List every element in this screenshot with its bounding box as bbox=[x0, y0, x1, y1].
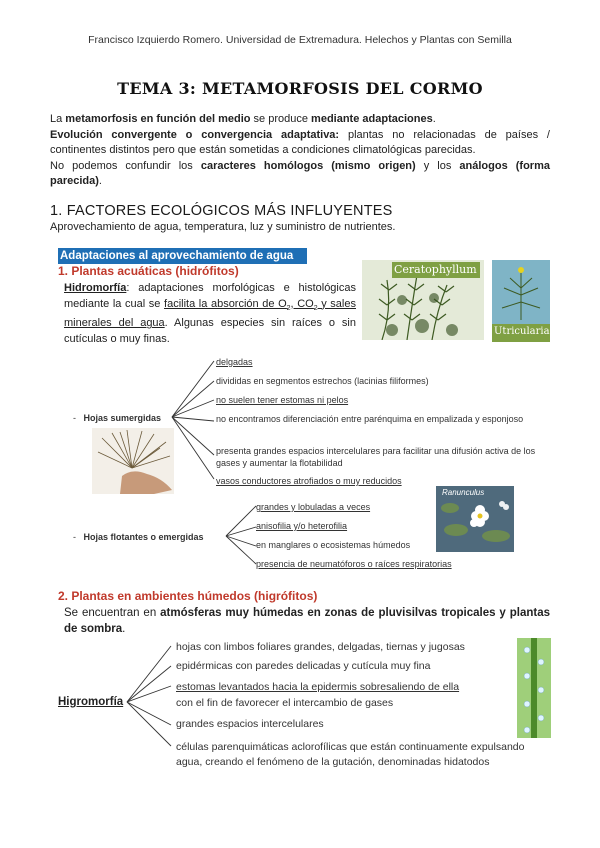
submerged-item-1: delgadas bbox=[216, 357, 253, 367]
floating-item-3: en manglares o ecosistemas húmedos bbox=[256, 540, 411, 550]
hydrophytes-heading: 1. Plantas acuáticas (hidrófitos) bbox=[58, 264, 239, 278]
floating-item-4: presencia de neumatóforos o raíces respiratorias bbox=[256, 559, 452, 569]
page-title: TEMA 3: METAMORFOSIS DEL CORMO bbox=[117, 79, 483, 98]
floating-item-1: grandes y lobuladas a veces bbox=[256, 502, 371, 512]
hygrophytes-paragraph: Se encuentran en atmósferas muy húmedas en zonas de pluvisilvas tropicales y plantas de sombra. bbox=[64, 607, 550, 635]
section-heading-1: 1. FACTORES ECOLÓGICOS MÁS INFLUYENTES bbox=[50, 203, 393, 219]
utricularia-label: Utricularia bbox=[494, 326, 550, 337]
submerged-item-2: divididas en segmentos estrechos (lacinias filiformes) bbox=[216, 376, 429, 386]
hygromorphy-label: Higromorfía bbox=[58, 696, 124, 708]
ceratophyllum-photo bbox=[362, 260, 484, 340]
hydromorphy-paragraph: Hidromorfía: adaptaciones morfológicas e histológicas mediante la cual se facilita la absorción de $O_2$, $CO_2$ y sales minerales del agua. Algunas especies sin raíces o sin cutículas o muy finas. bbox=[64, 282, 356, 345]
hygro-item-1: hojas con limbos foliares grandes, delgadas, tiernas y jugosas bbox=[176, 641, 465, 653]
intro-paragraph bbox=[50, 112, 550, 190]
hygro-item-2: epidérmicas con paredes delicadas y cutícula muy fina bbox=[176, 660, 431, 672]
section-subtitle: Aprovechamiento de agua, temperatura, luz y suministro de nutrientes. bbox=[50, 221, 396, 233]
intro-line-1: La metamorfosis en función del medio se produce mediante adaptaciones. bbox=[50, 113, 436, 125]
submerged-item-3: no suelen tener estomas ni pelos bbox=[216, 395, 349, 405]
utricularia-photo bbox=[492, 260, 550, 342]
hygro-item-4: con el fin de favorecer el intercambio de gases bbox=[176, 697, 394, 709]
submerged-label: - Hojas sumergidas bbox=[73, 413, 162, 423]
floating-item-2: anisofilia y/o heterofilia bbox=[256, 521, 348, 531]
submerged-item-6: vasos conductores atrofiados o muy reducidos bbox=[216, 476, 402, 486]
page-header: Francisco Izquierdo Romero. Universidad de Extremadura. Helechos y Plantas con Semilla bbox=[88, 34, 512, 46]
hygro-item-5: grandes espacios intercelulares bbox=[176, 718, 324, 730]
hygro-item-7: agua, creando el fenómeno de la gutación, denominadas hidatodos bbox=[176, 756, 490, 768]
ceratophyllum-label: Ceratophyllum bbox=[394, 263, 477, 276]
ranunculus-photo bbox=[436, 486, 514, 552]
guttation-photo bbox=[517, 638, 551, 738]
hygro-item-3: estomas levantados hacia la epidermis sobresaliendo de ella bbox=[176, 681, 460, 693]
ranunculus-label: Ranunculus bbox=[442, 488, 485, 497]
hygromorphy-bracket bbox=[125, 640, 175, 750]
floating-label: - Hojas flotantes o emergidas bbox=[73, 532, 204, 542]
submerged-bracket bbox=[170, 355, 218, 485]
intro-line-2: Evolución convergente o convergencia adaptativa: plantas no relacionadas de países / continentes distintos pero que están sometidas a condiciones climatológicas parecidas. bbox=[50, 128, 550, 156]
submerged-plant-photo bbox=[92, 428, 174, 494]
submerged-item-4: no encontramos diferenciación entre parénquima en empalizada y esponjoso bbox=[216, 414, 524, 424]
hygrophytes-heading: 2. Plantas en ambientes húmedos (higrófitos) bbox=[58, 589, 318, 603]
submerged-item-5: presenta grandes espacios intercelulares para facilitar una difusión activa de los gases y aumentar la flotabilidad bbox=[216, 446, 536, 468]
adaptations-bar: Adaptaciones al aprovechamiento de agua bbox=[58, 248, 307, 264]
hygro-item-6: células parenquimáticas aclorofílicas que están continuamente expulsando bbox=[176, 741, 525, 753]
intro-line-3: No podemos confundir los caracteres homólogos (mismo origen) y los análogos (forma parecida). bbox=[50, 159, 550, 187]
floating-bracket bbox=[224, 500, 260, 568]
